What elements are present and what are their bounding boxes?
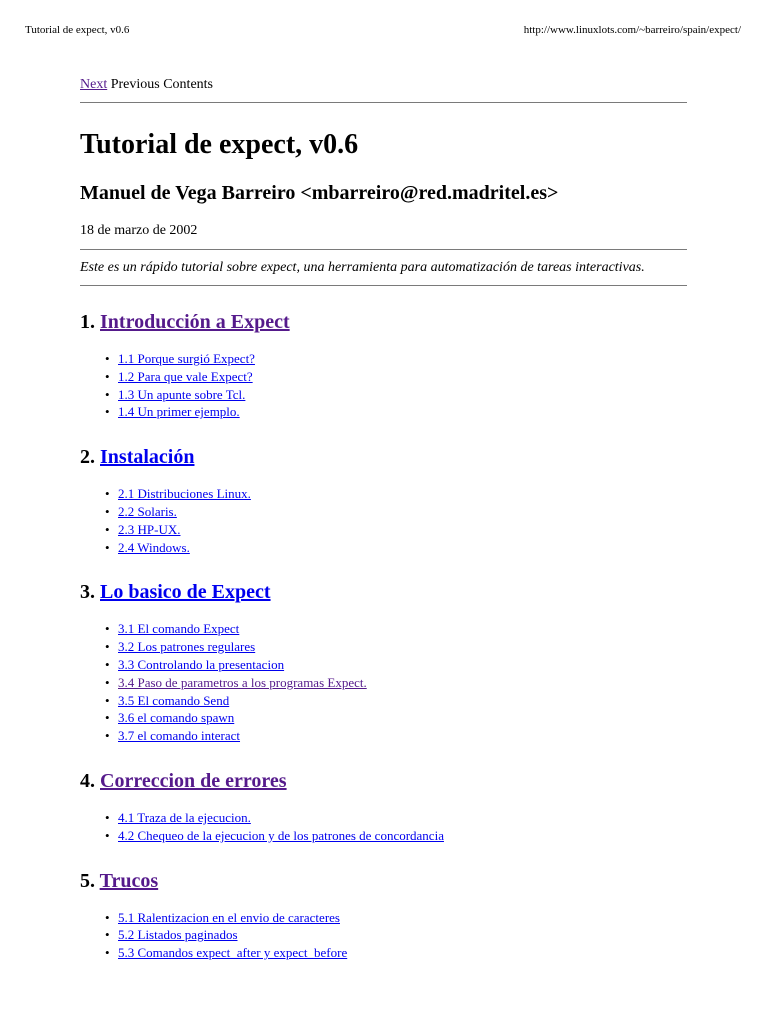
subsection-link[interactable]: 5.1 Ralentizacion en el envio de caracteres (118, 909, 340, 925)
section-heading (80, 580, 687, 604)
divider (80, 102, 687, 103)
subsection-link[interactable]: 5.2 Listados paginados (118, 927, 238, 943)
section-title-link[interactable]: Instalación (100, 446, 195, 469)
document-date: 18 de marzo de 2002 (80, 223, 198, 238)
list-item (118, 944, 687, 962)
subsection-link[interactable]: 3.5 El comando Send (118, 692, 230, 708)
list-item (118, 539, 687, 557)
toc-section (80, 869, 687, 962)
subsection-link[interactable]: 2.2 Solaris. (118, 503, 177, 519)
section-heading (80, 310, 687, 334)
section-heading (80, 769, 687, 793)
section-number: 1. (80, 311, 95, 333)
subsection-link[interactable]: 4.1 Traza de la ejecucion. (118, 809, 251, 825)
subsection-list (80, 350, 687, 421)
page-title: Tutorial de expect, v0.6 (80, 129, 359, 160)
list-item (118, 485, 687, 503)
divider (80, 285, 687, 286)
subsection-link[interactable]: 2.4 Windows. (118, 539, 190, 555)
toc-section (80, 445, 687, 556)
subsection-link[interactable]: 1.2 Para que vale Expect? (118, 368, 253, 384)
list-item (118, 350, 687, 368)
section-heading (80, 869, 687, 893)
subsection-link[interactable]: 1.4 Un primer ejemplo. (118, 404, 240, 420)
document-body (80, 76, 687, 962)
section-title-link[interactable]: Correccion de errores (100, 769, 287, 792)
subsection-list (80, 620, 687, 745)
subsection-list (80, 909, 687, 962)
subsection-link[interactable]: 3.7 el comando interact (118, 728, 241, 744)
abstract: Este es un rápido tutorial sobre expect, una herramienta para automatización de tareas interactivas. (80, 260, 645, 275)
toc-section (80, 310, 687, 421)
subsection-link[interactable]: 3.2 Los patrones regulares (118, 639, 256, 655)
subsection-list (80, 485, 687, 556)
list-item (118, 809, 687, 827)
list-item (118, 674, 687, 692)
list-item (118, 521, 687, 539)
list-item (118, 909, 687, 927)
print-header-title: Tutorial de expect, v0.6 (25, 24, 130, 36)
list-item (118, 656, 687, 674)
list-item (118, 620, 687, 638)
subsection-link[interactable]: 1.1 Porque surgió Expect? (118, 351, 255, 366)
list-item (118, 403, 687, 421)
navigation-bar (80, 76, 687, 94)
subsection-link[interactable]: 2.3 HP-UX. (118, 521, 181, 537)
subsection-link[interactable]: 3.4 Paso de parametros a los programas Expect. (118, 674, 367, 690)
section-title-link[interactable]: Trucos (99, 869, 159, 892)
list-item (118, 709, 687, 727)
section-title-link[interactable]: Introducción a Expect (100, 311, 290, 333)
toc-section (80, 580, 687, 745)
subsection-link[interactable]: 3.6 el comando spawn (118, 710, 235, 726)
divider (80, 249, 687, 250)
next-link[interactable]: Next (80, 77, 108, 92)
list-item (118, 727, 687, 745)
subsection-link[interactable]: 5.3 Comandos expect_after y expect_before (118, 945, 348, 961)
previous-label: Previous (110, 77, 160, 92)
list-item (118, 638, 687, 656)
section-title-link[interactable]: Lo basico de Expect (100, 581, 271, 604)
table-of-contents (80, 310, 687, 962)
list-item (118, 926, 687, 944)
list-item (118, 386, 687, 404)
section-number: 2. (80, 446, 95, 469)
toc-section (80, 769, 687, 845)
subsection-link[interactable]: 2.1 Distribuciones Linux. (118, 486, 251, 502)
section-number: 5. (80, 869, 95, 892)
list-item (118, 827, 687, 845)
subsection-link[interactable]: 1.3 Un apunte sobre Tcl. (118, 386, 246, 402)
subsection-link[interactable]: 4.2 Chequeo de la ejecucion y de los patrones de concordancia (118, 827, 444, 843)
contents-label: Contents (163, 77, 213, 92)
list-item (118, 368, 687, 386)
list-item (118, 692, 687, 710)
section-heading (80, 445, 687, 469)
list-item (118, 503, 687, 521)
print-header-url: http://www.linuxlots.com/~barreiro/spain/expect/ (523, 24, 741, 36)
section-number: 4. (80, 769, 95, 792)
subsection-link[interactable]: 3.3 Controlando la presentacion (118, 656, 285, 672)
section-number: 3. (80, 581, 95, 604)
print-header (25, 22, 741, 38)
subsection-link[interactable]: 3.1 El comando Expect (118, 621, 240, 637)
subsection-list (80, 809, 687, 845)
author-line: Manuel de Vega Barreiro <mbarreiro@red.madritel.es> (80, 182, 559, 204)
